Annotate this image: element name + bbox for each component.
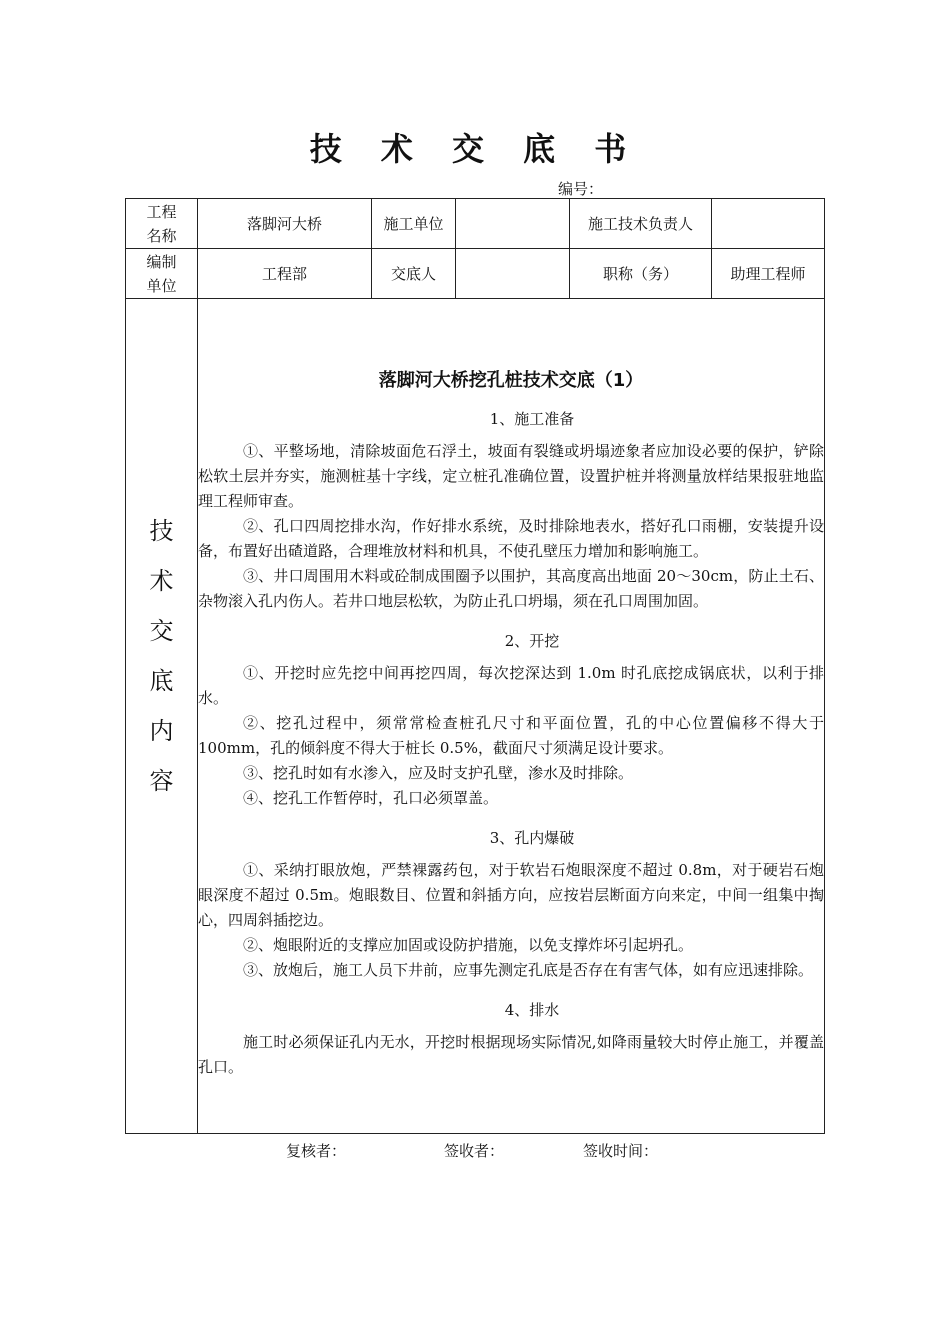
section-paragraph: ①、平整场地，清除坡面危石浮土，坡面有裂缝或坍塌迹象者应加设必要的保护，铲除松软土层并夯实，施测桩基十字线，定立桩孔准确位置，设置护桩并将测量放样结果报驻地监理工程师审查。 [198,442,824,510]
section-heading: 1、施工准备 [489,410,575,428]
section-paragraph: ①、开挖时应先挖中间再挖四周，每次挖深达到 1.0m 时孔底挖成锅底状，以利于排水。 [198,664,824,707]
tech-lead-label: 施工技术负责人 [570,199,712,249]
doc-number-label: 编号： [558,180,604,198]
construction-unit-label: 施工单位 [372,199,456,249]
section-paragraph: ③、挖孔时如有水渗入，应及时支护孔壁，渗水及时排除。 [243,764,634,782]
position-label: 职称（务） [570,249,712,299]
side-label-char: 内 [149,717,174,745]
briefer-label: 交底人 [372,249,456,299]
compile-unit-label: 编制 单位 [126,249,198,299]
side-label-char: 技 [149,517,174,545]
tech-lead-value [712,199,825,249]
project-name-label: 工程 名称 [126,199,198,249]
content-row [126,299,825,1134]
header-row-2 [126,249,825,299]
document-title: 技 术 交 底 书 [309,130,641,168]
position-value: 助理工程师 [712,249,825,299]
side-label-char: 底 [149,667,174,695]
briefer-value [456,249,570,299]
section-paragraph: 施工时必须保证孔内无水，开挖时根据现场实际情况,如降雨量较大时停止施工，并覆盖孔口。 [198,1033,824,1076]
side-label-char: 容 [149,767,174,795]
compile-unit-value: 工程部 [198,249,372,299]
section-heading: 3、孔内爆破 [489,829,575,847]
side-label-char: 交 [149,617,174,645]
briefing-table [125,198,825,1134]
section-paragraph: ③、放炮后，施工人员下井前，应事先测定孔底是否存在有害气体，如有应迅速排除。 [243,961,814,979]
construction-unit-value [456,199,570,249]
receive-time-label: 签收时间： [583,1142,659,1160]
project-name-value: 落脚河大桥 [198,199,372,249]
section-paragraph: ②、孔口四周挖排水沟，作好排水系统，及时排除地表水，搭好孔口雨棚，安装提升设备，布置好出碴道路，合理堆放材料和机具，不使孔壁压力增加和影响施工。 [198,517,824,560]
section-paragraph: ④、挖孔工作暂停时，孔口必须罩盖。 [243,789,499,807]
content-body [198,299,825,1134]
section-paragraph: ③、井口周围用木料或砼制成围圈予以围护，其高度高出地面 20～30cm，防止土石、杂物滚入孔内伤人。若井口地层松软，为防止孔口坍塌，须在孔口周围加固。 [198,567,824,610]
section-paragraph: ②、挖孔过程中，须常常检查桩孔尺寸和平面位置，孔的中心位置偏移不得大于 100mm，孔的倾斜度不得大于桩长 0.5%，截面尺寸须满足设计要求。 [198,714,824,757]
receiver-label: 签收者： [444,1142,505,1160]
content-side-label [126,299,198,1134]
section-paragraph: ①、采纳打眼放炮，严禁裸露药包，对于软岩石炮眼深度不超过 0.8m，对于硬岩石炮眼深度不超过 0.5m。炮眼数目、位置和斜插方向，应按岩层断面方向来定，中间一组集中掏心，四周斜插挖边。 [198,861,824,929]
content-sections [198,408,824,1080]
side-label-char: 术 [149,567,174,595]
section-heading: 4、排水 [504,1001,560,1019]
content-title: 落脚河大桥挖孔桩技术交底（1） [378,370,644,391]
section-paragraph: ②、炮眼附近的支撑应加固或设防护措施，以免支撑炸坏引起坍孔。 [243,936,694,954]
header-row-1 [126,199,825,249]
section-heading: 2、开挖 [504,632,560,650]
reviewer-label: 复核者： [286,1142,347,1160]
